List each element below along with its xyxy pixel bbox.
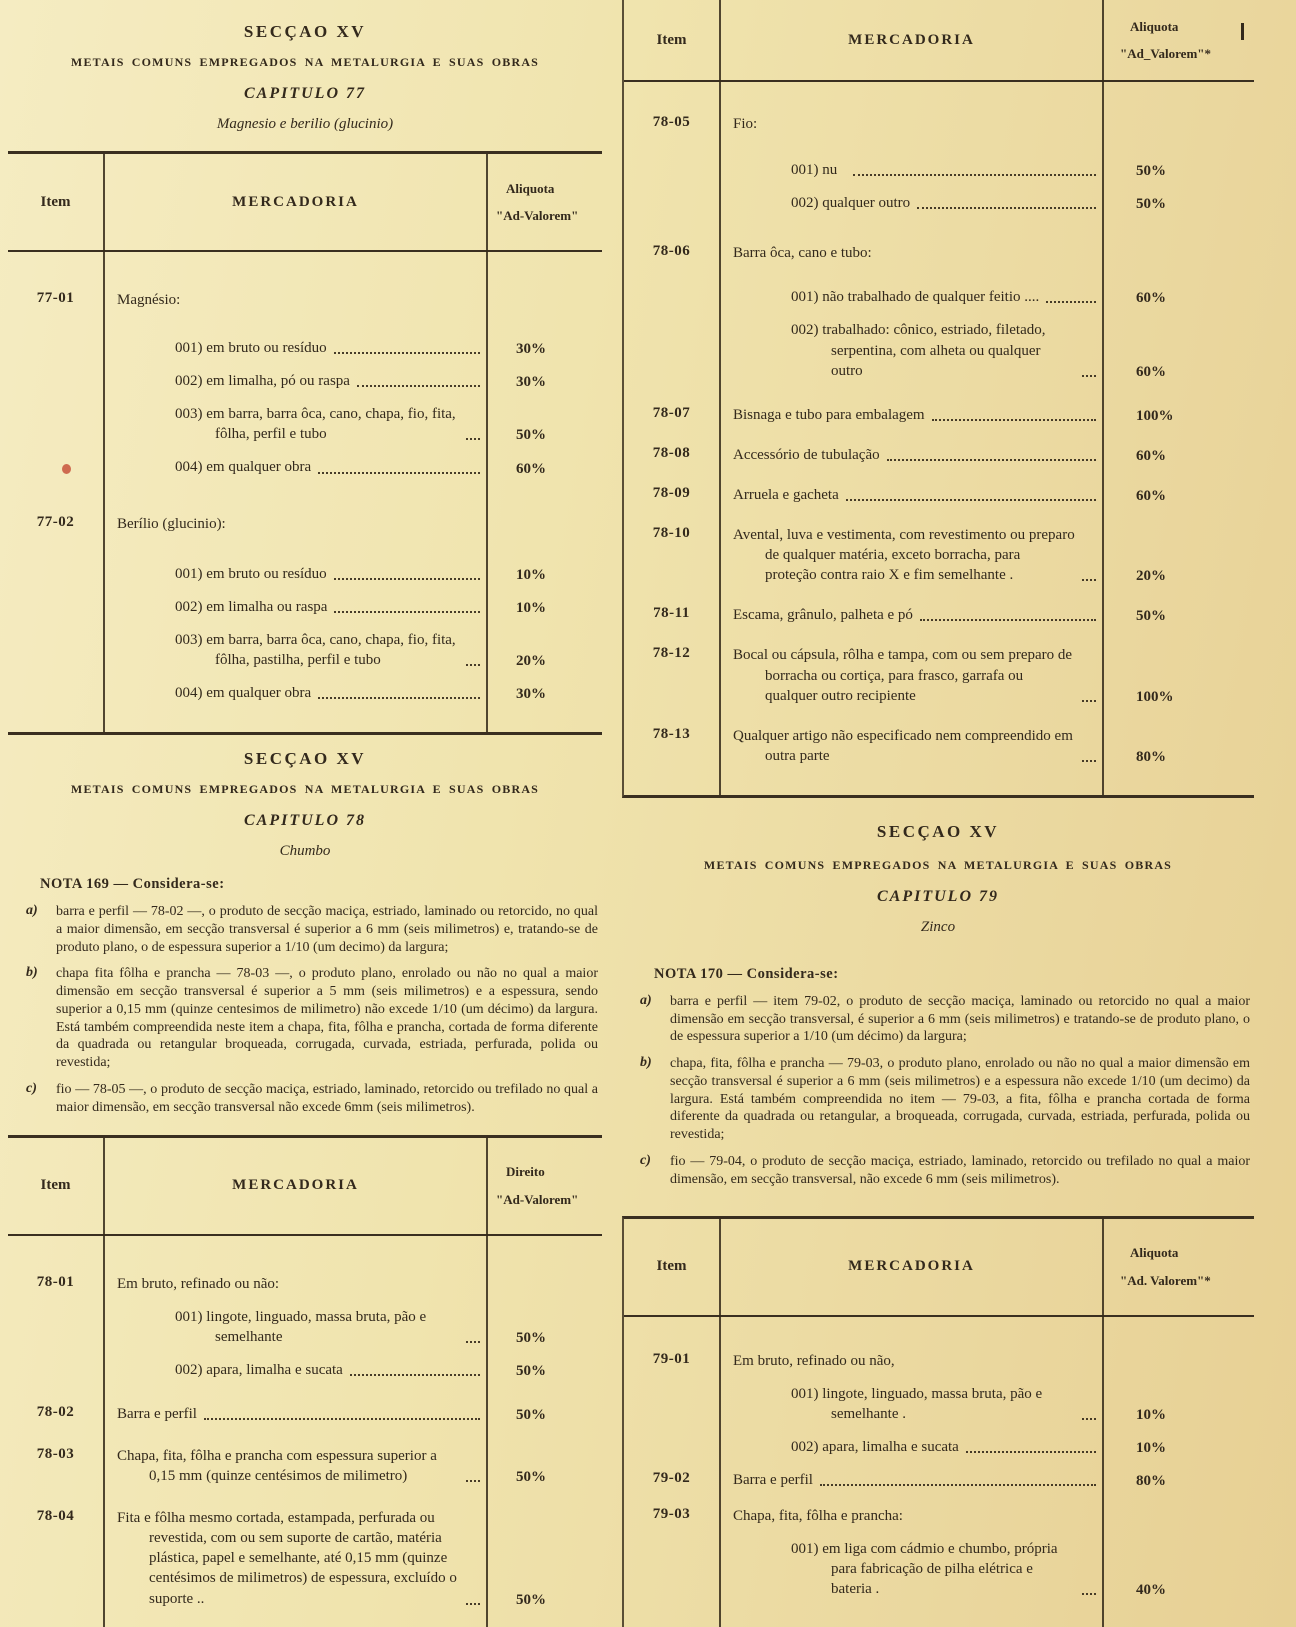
item-description: Magnésio: — [117, 292, 181, 308]
item-code: 78-04 — [36, 1508, 75, 1525]
item-code: 77-01 — [36, 290, 75, 306]
tariff-table-cap77 — [8, 151, 602, 735]
section-subtitle: METAIS COMUNS EMPREGADOS NA METALURGIA E SUAS OBRAS — [703, 857, 1173, 872]
item-description: 001) em liga com cádmio e chumbo, própria para fabricação de pilha elétrica e bateria . — [791, 1541, 1058, 1598]
table-row — [8, 1404, 602, 1424]
table-body — [624, 1317, 1254, 1627]
rate-value: 60% — [1136, 488, 1166, 505]
table-header — [8, 154, 602, 252]
item-code: 78-06 — [652, 243, 691, 260]
rate-value: 50% — [1136, 608, 1166, 625]
rate-header-line2: "Ad_Valorem"* — [1120, 46, 1211, 61]
dotted-leader — [1082, 760, 1096, 762]
item-code: 78-05 — [652, 114, 691, 130]
note-letter: c) — [640, 1153, 651, 1168]
dotted-leader — [334, 611, 480, 613]
item-description: 002) em limalha, pó ou raspa — [175, 373, 350, 390]
rate-value: 80% — [1136, 1473, 1166, 1489]
column-header-rate — [488, 1158, 602, 1213]
table-body — [8, 252, 602, 732]
rate-header-line1: Aliquota — [506, 180, 555, 196]
item-description: Chapa, fita, fôlha e prancha: — [733, 1508, 903, 1524]
rate-value: 10% — [516, 566, 546, 583]
item-description: Accessório de tubulação — [733, 446, 880, 463]
item-description: 001) em bruto ou resíduo — [175, 340, 327, 357]
item-description: Fita e fôlha mesmo cortada, estampada, perfurada ou revestida, com ou sem suporte de cartão, matéria plástica, papel e semelhante, até 0,15 mm (quinze centésimos de milimetros) de espessura, excluído o suporte .. — [117, 1510, 457, 1607]
table-row — [624, 405, 1254, 425]
item-code: 78-03 — [36, 1446, 75, 1463]
dotted-leader — [920, 619, 1096, 621]
item-description: 002) apara, limalha e sucata — [791, 1438, 959, 1455]
rate-value: 20% — [1136, 568, 1166, 585]
item-description: Barra ôca, cano e tubo: — [733, 245, 872, 262]
rate-value: 30% — [516, 686, 546, 703]
item-code: 79-03 — [652, 1506, 691, 1522]
note-title: NOTA 169 — Considera-se: — [40, 876, 225, 893]
item-description: 004) em qualquer obra — [175, 685, 312, 702]
rate-value: 60% — [1136, 290, 1166, 307]
item-description: 002) em limalha ou raspa — [175, 598, 328, 615]
table-header — [624, 0, 1254, 82]
dotted-leader — [350, 1374, 480, 1376]
section-title: SECÇAO XV — [243, 749, 367, 769]
column-header-item: Item — [40, 1177, 71, 1194]
nota-169 — [12, 876, 598, 1116]
item-description: Bisnaga e tubo para embalagem — [733, 406, 925, 423]
table-row — [624, 193, 1254, 213]
rate-value: 80% — [1136, 748, 1166, 765]
note-title: NOTA 170 — Considera-se: — [654, 965, 839, 982]
dotted-leader — [204, 1418, 480, 1420]
table-row — [8, 1274, 602, 1294]
rate-value: 60% — [1136, 363, 1166, 380]
rate-value: 50% — [516, 1407, 546, 1424]
column-header-item: Item — [656, 1258, 687, 1275]
chapter-title: CAPITULO 79 — [877, 887, 999, 905]
rate-value: 10% — [516, 599, 546, 616]
item-description: 003) em barra, barra ôca, cano, chapa, fio, fita, fôlha, perfil e tubo — [175, 406, 456, 443]
item-description: 001) lingote, linguado, massa bruta, pão e semelhante . — [791, 1385, 1043, 1422]
item-code: 78-07 — [652, 404, 691, 421]
note-text: barra e perfil — item 79-02, o produto de secção maciça, laminado ou retorcido no qual a maior dimensão em secção transversal, é superior a 6 mm (seis milimetros) e tratando-se de produto plano, o de espessura superior a 1/10 (um décimo) da largura; — [670, 993, 1250, 1045]
table-row — [8, 597, 602, 617]
table-row — [8, 564, 602, 584]
dotted-leader — [846, 499, 1096, 501]
table-row — [8, 630, 602, 670]
column-header-mercadoria: MERCADORIA — [848, 1258, 975, 1275]
item-code: 78-12 — [652, 645, 691, 662]
dotted-leader — [466, 1603, 480, 1605]
table-row — [624, 485, 1254, 505]
column-header-mercadoria: MERCADORIA — [232, 1177, 359, 1194]
chapter-title: CAPITULO 77 — [244, 85, 366, 102]
note-text: fio — 78-05 —, o produto de secção maciça, estriado, laminado, retorcido ou trefilado no qual a maior dimensão, em secção transversal não excede 6mm (seis milimetros). — [56, 1082, 598, 1115]
note-text: chapa, fita, fôlha e prancha — 79-03, o produto plano, enrolado ou não no qual a maior dimensão em secção transversal é superior a 6 mm (seis milimetros) e a espessura não excede 1/10 (um decimo) da largura. Está também compreendida no item — 79-03, a fita, fôlha e prancha cortada de forma diferente da quadrada ou retangular, a broqueada, corrugada, curvada, estriada, perfurada, polida ou revestida; — [670, 1056, 1250, 1143]
item-code: 78-02 — [36, 1403, 75, 1420]
rate-value: 10% — [1136, 1439, 1166, 1456]
table-row — [8, 1508, 602, 1608]
tariff-table-cap78-right — [622, 0, 1254, 798]
dotted-leader — [466, 438, 480, 440]
rate-value: 50% — [1136, 196, 1166, 213]
table-row — [624, 1351, 1254, 1371]
table-row — [624, 645, 1254, 705]
item-description: 001) em bruto ou resíduo — [175, 565, 327, 582]
dotted-leader — [1082, 1593, 1096, 1595]
section-title: SECÇAO XV — [876, 821, 1000, 841]
table-body — [624, 82, 1254, 795]
table-row — [624, 1470, 1254, 1490]
rate-header-line1: Aliquota — [1130, 1245, 1179, 1261]
note-letter: c) — [26, 1081, 37, 1097]
dotted-leader — [1046, 301, 1096, 303]
item-description: Em bruto, refinado ou não, — [733, 1352, 895, 1369]
chapter-subject: Magnesio e berilio (glucinio) — [216, 116, 394, 132]
dotted-leader — [334, 578, 480, 580]
section-title: SECÇAO XV — [243, 22, 367, 41]
rate-header-line2: "Ad-Valorem" — [496, 1191, 579, 1207]
rate-value: 30% — [516, 374, 546, 391]
table-row — [624, 287, 1254, 307]
item-description: 003) em barra, barra ôca, cano, chapa, fio, fita, fôlha, pastilha, perfil e tubo — [175, 631, 456, 668]
dotted-leader — [1082, 579, 1096, 581]
item-description: Avental, luva e vestimenta, com revestimento ou preparo de qualquer matéria, exceto borracha, para proteção contra raio X e fim semelhante . — [733, 527, 1075, 584]
item-description: Qualquer artigo não especificado nem compreendido em outra parte — [733, 727, 1073, 764]
item-description: Berílio (glucinio): — [117, 515, 226, 532]
rate-value: 100% — [1136, 688, 1174, 705]
table-row — [624, 243, 1254, 263]
table-row — [8, 1446, 602, 1486]
note-item — [626, 1153, 1250, 1189]
rate-value: 100% — [1136, 407, 1174, 424]
item-description: 002) apara, limalha e sucata — [175, 1361, 343, 1378]
dotted-leader — [318, 472, 480, 474]
rate-value: 10% — [1136, 1406, 1166, 1423]
table-row — [624, 525, 1254, 585]
table-row — [8, 514, 602, 534]
table-row — [624, 160, 1254, 180]
item-description: Barra e perfil — [117, 1405, 197, 1422]
table-row — [624, 1437, 1254, 1457]
table-row — [624, 605, 1254, 625]
item-code: 78-08 — [652, 444, 691, 461]
rate-header-line2: "Ad-Valorem" — [496, 208, 579, 223]
table-row — [8, 1307, 602, 1347]
dotted-leader — [917, 207, 1096, 209]
item-code: 78-10 — [652, 525, 691, 542]
nota-170 — [626, 966, 1250, 1198]
table-header — [8, 1138, 602, 1236]
section-heading-cap77 — [8, 22, 602, 133]
column-header-rate — [1104, 1239, 1254, 1294]
left-column — [0, 0, 608, 1627]
note-letter: b) — [640, 1055, 652, 1071]
note-letter: b) — [26, 965, 38, 981]
rate-value: 20% — [516, 653, 546, 670]
stray-ink-mark — [1241, 23, 1244, 40]
item-description: 002) qualquer outro — [791, 195, 911, 212]
right-column — [608, 0, 1296, 1627]
column-header-rate — [1104, 13, 1254, 68]
table-row — [624, 1539, 1254, 1599]
rate-value: 60% — [1136, 447, 1166, 464]
chapter-subject: Zinco — [920, 918, 956, 935]
rate-value: 30% — [516, 341, 546, 358]
item-code: 77-02 — [36, 513, 75, 530]
item-description: 001) não trabalhado de qualquer feitio .... — [791, 289, 1040, 306]
chapter-title: CAPITULO 78 — [244, 812, 366, 830]
dotted-leader — [466, 664, 480, 666]
table-row — [8, 290, 602, 310]
item-description: Bocal ou cápsula, rôlha e tampa, com ou sem preparo de borracha ou cortiça, para frasco, garrafa ou qualquer outro recipiente — [733, 647, 1073, 704]
dotted-leader — [318, 697, 480, 699]
column-header-mercadoria: MERCADORIA — [232, 193, 359, 210]
tariff-table-cap78-left — [8, 1135, 602, 1627]
section-heading-cap79 — [622, 822, 1254, 936]
item-description: Barra e perfil — [733, 1471, 813, 1488]
dotted-leader — [334, 352, 480, 354]
table-row — [624, 320, 1254, 380]
table-row — [624, 445, 1254, 465]
table-row — [624, 726, 1254, 766]
rate-value: 40% — [1136, 1582, 1166, 1599]
item-description: Chapa, fita, fôlha e prancha com espessura superior a 0,15 mm (quinze centésimos de milimetro) — [117, 1448, 437, 1485]
item-description: Fio: — [733, 116, 758, 132]
note-item — [626, 1055, 1250, 1144]
table-row — [8, 1360, 602, 1380]
section-subtitle: METAIS COMUNS EMPREGADOS NA METALURGIA E SUAS OBRAS — [70, 782, 540, 797]
dotted-leader — [820, 1484, 1096, 1486]
rate-header-line2: "Ad. Valorem"* — [1120, 1272, 1211, 1288]
table-row — [624, 1384, 1254, 1424]
note-letter: a) — [640, 992, 652, 1008]
item-code: 78-01 — [36, 1273, 75, 1290]
rate-value: 50% — [516, 1469, 546, 1486]
table-row — [8, 338, 602, 358]
section-heading-cap78 — [8, 749, 602, 860]
item-description: 001) lingote, linguado, massa bruta, pão e semelhante — [175, 1308, 427, 1345]
item-description: Arruela e gacheta — [733, 486, 839, 503]
item-description: 004) em qualquer obra — [175, 459, 312, 476]
chapter-subject: Chumbo — [279, 843, 331, 860]
note-text: chapa fita fôlha e prancha — 78-03 —, o produto plano, enrolado ou não no qual a maior dimensão em secção transversal é superior a 5 mm (seis milimetros) e a espessura, sendo superior a 0,15 mm (quinze centesimos de milimetro) não excede 1/10 (um décimo) da largura. Está também compreendida neste item a chapa, fita, fôlha e prancha, cortada de forma diferente da quadrada ou retangular broqueada, corrugada, curvada, estriada, perfurada, polida ou revestida; — [56, 966, 598, 1071]
note-text: fio — 79-04, o produto de secção maciça, estriado, laminado, retorcido ou trefilado no qual a maior dimensão, em secção transversal, não excede 6 mm (seis milimetros). — [670, 1154, 1250, 1187]
rate-value: 50% — [1136, 163, 1166, 180]
item-code: 78-13 — [652, 725, 691, 742]
dotted-leader — [466, 1341, 480, 1343]
column-header-item: Item — [656, 31, 687, 48]
rate-value: 50% — [516, 1329, 546, 1346]
dotted-leader — [887, 459, 1096, 461]
table-header — [624, 1219, 1254, 1317]
tariff-table-cap79 — [622, 1216, 1254, 1627]
rate-value: 60% — [516, 460, 546, 477]
item-description: 001) nu — [791, 162, 838, 179]
rate-header-line1: Aliquota — [1130, 18, 1179, 34]
column-header-item: Item — [40, 193, 71, 210]
dotted-leader — [1082, 375, 1096, 377]
table-row — [624, 1506, 1254, 1526]
rate-value: 50% — [516, 427, 546, 444]
rate-header-line1: Direito — [506, 1164, 545, 1180]
table-row — [624, 114, 1254, 134]
table-row — [8, 457, 602, 477]
dotted-leader — [966, 1451, 1096, 1453]
section-subtitle: METAIS COMUNS EMPREGADOS NA METALURGIA E SUAS OBRAS — [70, 55, 540, 69]
table-row — [8, 683, 602, 703]
note-letter: a) — [26, 903, 38, 919]
item-description: Em bruto, refinado ou não: — [117, 1275, 280, 1292]
dotted-leader — [357, 385, 480, 387]
column-header-mercadoria: MERCADORIA — [848, 31, 975, 48]
dotted-leader — [853, 174, 1096, 176]
dotted-leader — [1082, 700, 1096, 702]
note-text: barra e perfil — 78-02 —, o produto de secção maciça, estriado, laminado ou retorcido, no qual a maior dimensão, em secção transversal é superior a 6 mm (seis milimetros) e, tratando-se de produto plano, o de espessura superior a 1/10 (um decimo) da largura; — [56, 904, 598, 955]
dotted-leader — [466, 1480, 480, 1482]
rate-value: 50% — [516, 1362, 546, 1379]
table-row — [8, 404, 602, 444]
note-item — [12, 965, 598, 1072]
table-row — [8, 371, 602, 391]
note-item — [12, 903, 598, 956]
note-item — [626, 993, 1250, 1046]
dotted-leader — [1082, 1418, 1096, 1420]
dotted-leader — [932, 419, 1096, 421]
note-item — [12, 1081, 598, 1117]
rate-value: 50% — [516, 1591, 546, 1608]
item-code: 78-11 — [653, 605, 690, 622]
item-code: 79-02 — [652, 1469, 691, 1486]
item-description: Escama, grânulo, palheta e pó — [733, 607, 913, 624]
item-code: 79-01 — [652, 1350, 691, 1367]
item-description: 002) trabalhado: cônico, estriado, filetado, serpentina, com alheta ou qualquer outro — [791, 322, 1046, 379]
column-header-rate — [488, 175, 602, 230]
item-code: 78-09 — [652, 484, 691, 501]
table-body — [8, 1236, 602, 1627]
